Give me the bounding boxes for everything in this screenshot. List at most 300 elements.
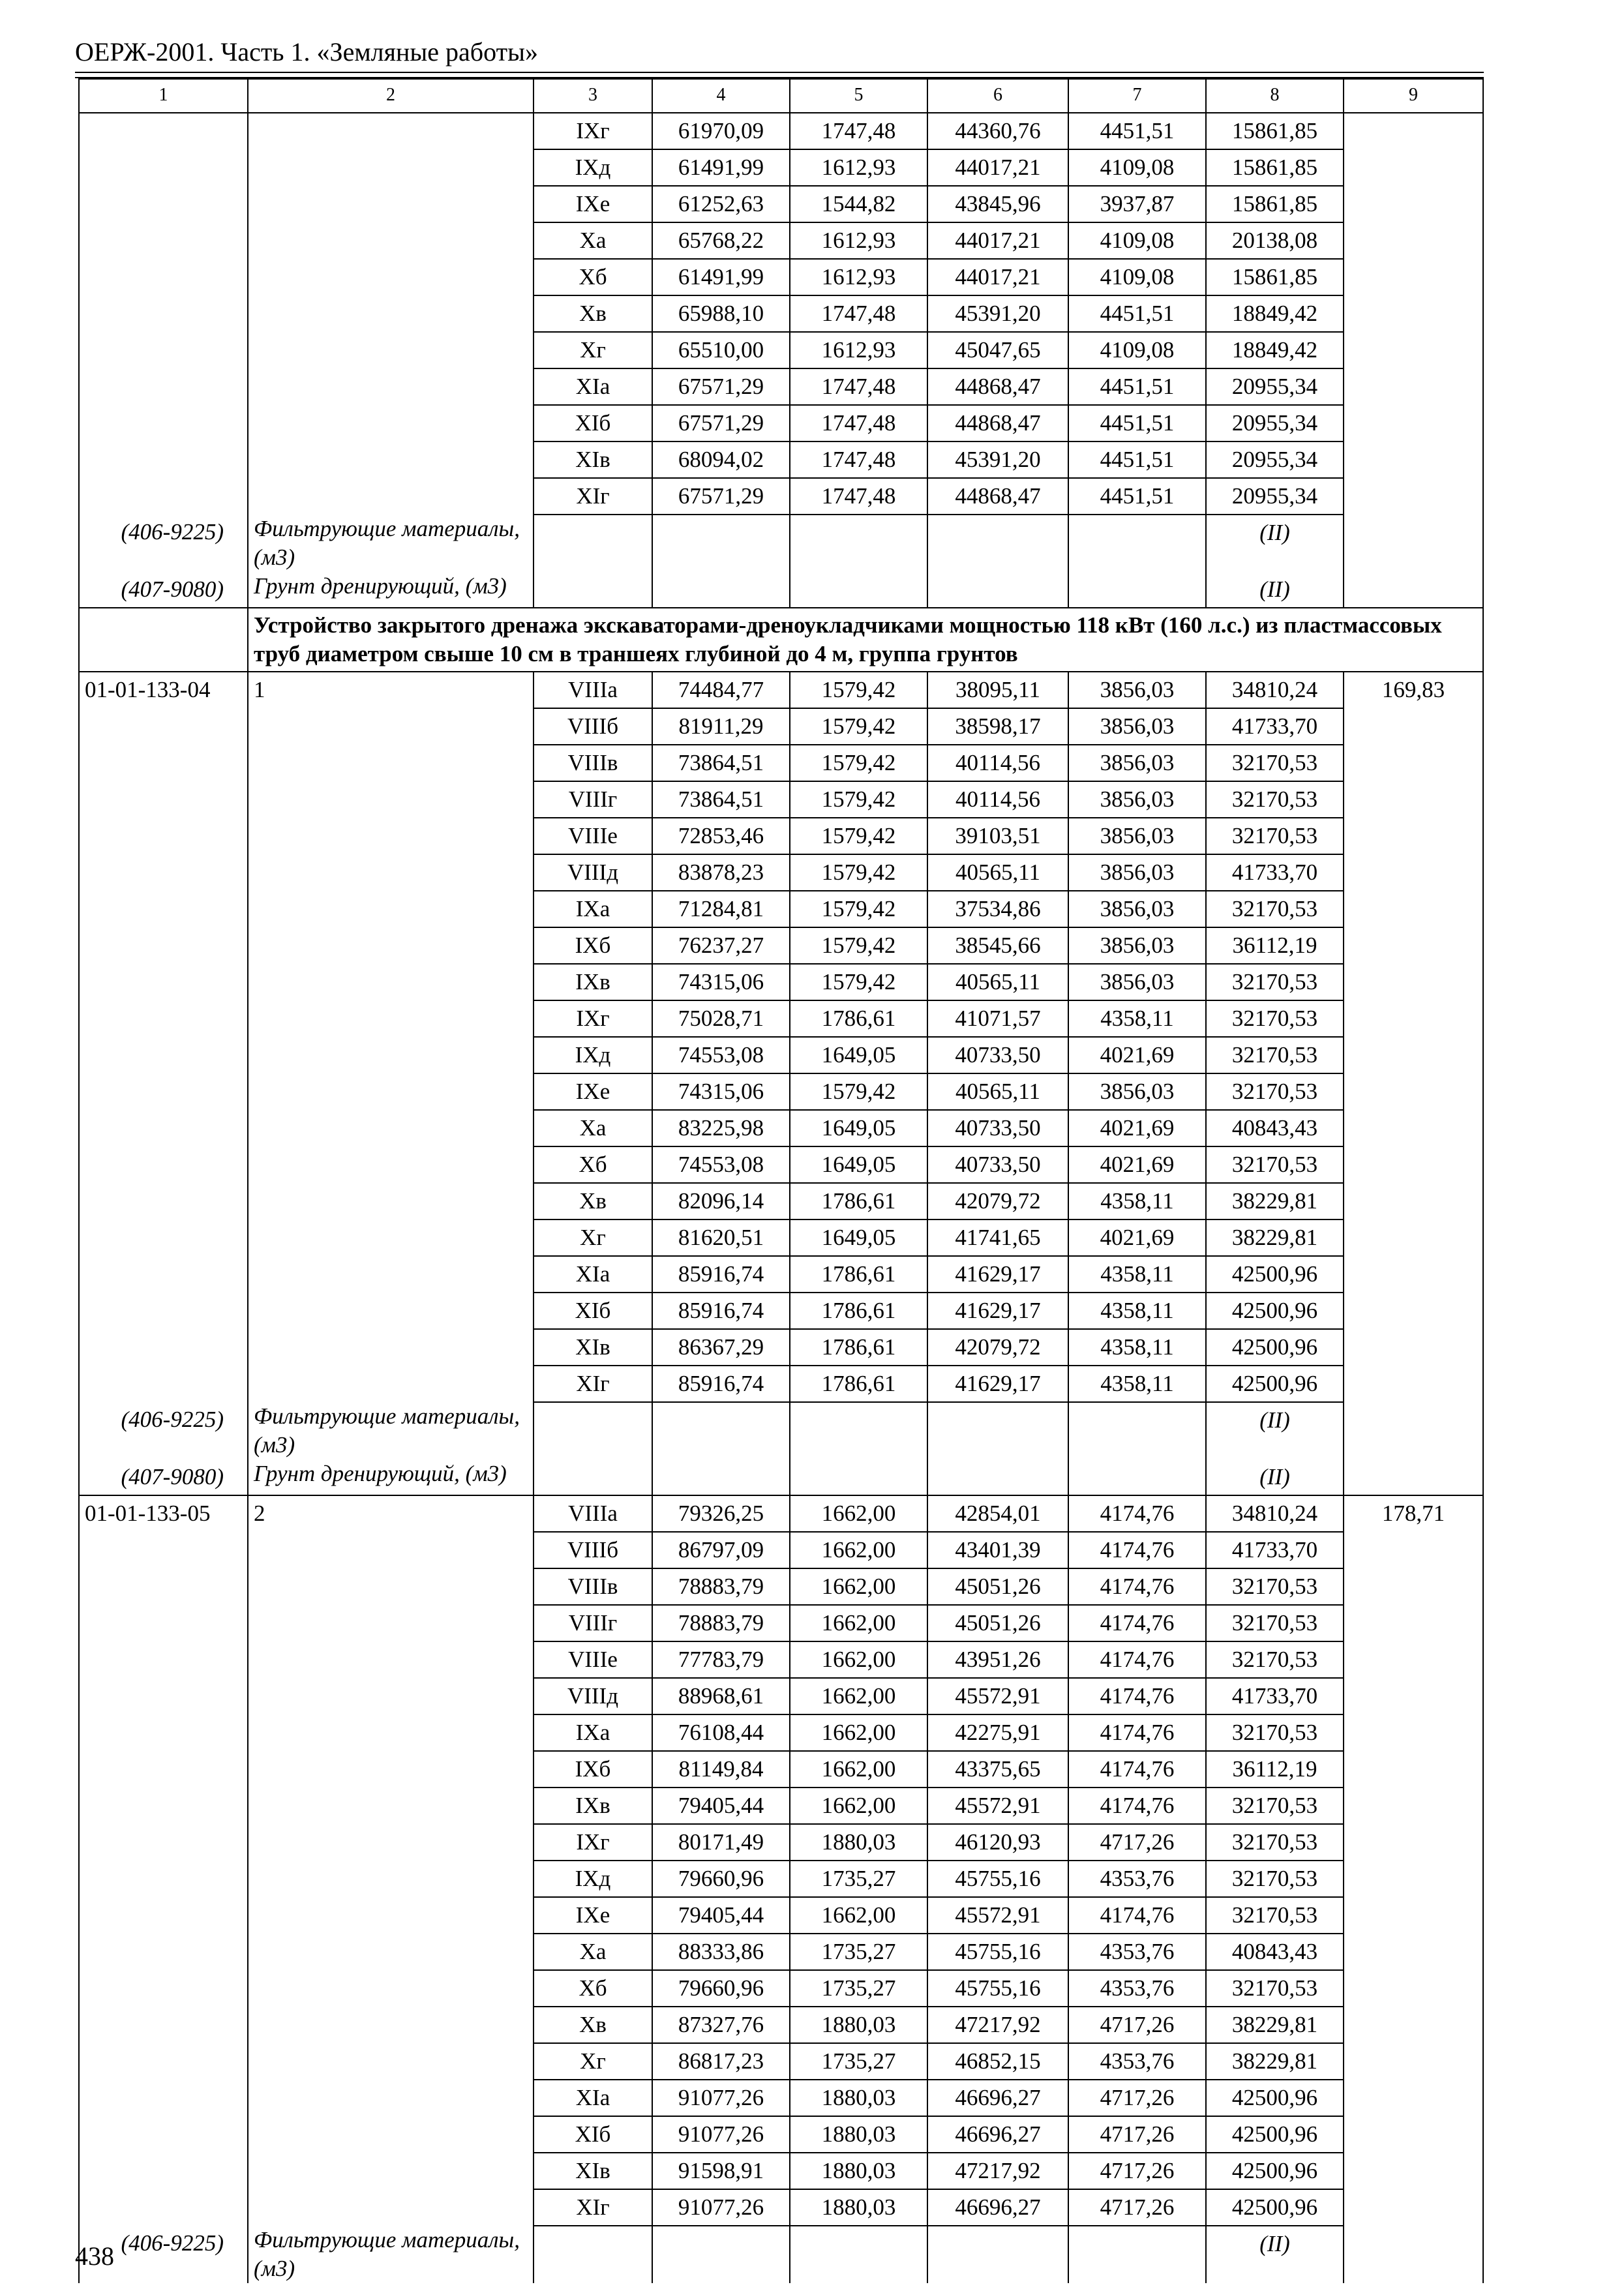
- value-cell: 4021,69: [1068, 1219, 1206, 1256]
- total-cell: [1344, 1366, 1483, 1402]
- value-cell: 1662,00: [790, 1495, 927, 1532]
- rate-row: [79, 781, 1483, 818]
- value-cell: 1735,27: [790, 1934, 927, 1970]
- value-cell: 85916,74: [652, 1293, 790, 1329]
- value-cell: 45755,16: [927, 1934, 1068, 1970]
- value-cell: 34810,24: [1206, 672, 1344, 708]
- total-cell: [1344, 332, 1483, 368]
- value-cell: 3856,03: [1068, 745, 1206, 781]
- rate-row: [79, 1714, 1483, 1751]
- total-cell: [1344, 1751, 1483, 1788]
- value-cell: 20955,34: [1206, 478, 1344, 515]
- empty-cell: [1344, 572, 1483, 608]
- column-number: 4: [652, 79, 790, 113]
- rate-row: [79, 405, 1483, 441]
- value-cell: 44017,21: [927, 222, 1068, 259]
- empty-cell: [1068, 1402, 1206, 1459]
- value-cell: 40843,43: [1206, 1934, 1344, 1970]
- rate-code-cell: [79, 441, 248, 478]
- value-cell: 32170,53: [1206, 1970, 1344, 2007]
- soil-group-cell: IXб: [534, 1751, 652, 1788]
- total-cell: [1344, 854, 1483, 891]
- total-cell: [1344, 964, 1483, 1000]
- total-cell: [1344, 1970, 1483, 2007]
- rate-row: [79, 1605, 1483, 1641]
- rate-name-cell: [248, 2080, 534, 2116]
- rate-row: [79, 1146, 1483, 1183]
- rate-row: [79, 478, 1483, 515]
- rate-code-cell: [79, 1110, 248, 1146]
- material-mark: (II): [1206, 1459, 1344, 1495]
- material-code: (406-9225): [79, 515, 248, 572]
- value-cell: 4717,26: [1068, 2116, 1206, 2153]
- value-cell: 4451,51: [1068, 113, 1206, 149]
- rate-name-cell: [248, 1366, 534, 1402]
- soil-group-cell: Xа: [534, 1110, 652, 1146]
- value-cell: 1735,27: [790, 1970, 927, 2007]
- rate-name-cell: [248, 708, 534, 745]
- rate-code-cell: [79, 745, 248, 781]
- rate-code-cell: [79, 222, 248, 259]
- value-cell: 3856,03: [1068, 672, 1206, 708]
- value-cell: 67571,29: [652, 405, 790, 441]
- value-cell: 86797,09: [652, 1532, 790, 1568]
- value-cell: 46852,15: [927, 2043, 1068, 2080]
- page-number: 438: [75, 2241, 114, 2271]
- value-cell: 91077,26: [652, 2116, 790, 2153]
- value-cell: 81911,29: [652, 708, 790, 745]
- value-cell: 44868,47: [927, 368, 1068, 405]
- value-cell: 3856,03: [1068, 781, 1206, 818]
- empty-cell: [534, 1402, 652, 1459]
- rate-name-cell: 1: [248, 672, 534, 708]
- value-cell: 4174,76: [1068, 1678, 1206, 1714]
- value-cell: 20955,34: [1206, 405, 1344, 441]
- soil-group-cell: IXг: [534, 1000, 652, 1037]
- total-cell: [1344, 405, 1483, 441]
- value-cell: 4109,08: [1068, 259, 1206, 295]
- rate-code-cell: [79, 1897, 248, 1934]
- rate-row: [79, 186, 1483, 222]
- soil-group-cell: Xб: [534, 1146, 652, 1183]
- value-cell: 32170,53: [1206, 1824, 1344, 1861]
- material-mark: (II): [1206, 1402, 1344, 1459]
- soil-group-cell: VIIIг: [534, 1605, 652, 1641]
- value-cell: 1880,03: [790, 1824, 927, 1861]
- rate-name-cell: [248, 1037, 534, 1073]
- material-code: (406-9225): [79, 2226, 248, 2283]
- rate-row: [79, 295, 1483, 332]
- rate-row: [79, 1183, 1483, 1219]
- rate-row: [79, 2189, 1483, 2226]
- rate-row: [79, 2080, 1483, 2116]
- total-cell: 169,83: [1344, 672, 1483, 708]
- material-mark: (II): [1206, 572, 1344, 608]
- empty-cell: [790, 572, 927, 608]
- total-cell: [1344, 2007, 1483, 2043]
- soil-group-cell: XIг: [534, 1366, 652, 1402]
- value-cell: 86367,29: [652, 1329, 790, 1366]
- rate-row: [79, 149, 1483, 186]
- value-cell: 1544,82: [790, 186, 927, 222]
- value-cell: 38229,81: [1206, 1183, 1344, 1219]
- rate-row: [79, 441, 1483, 478]
- rate-code-cell: [79, 818, 248, 854]
- value-cell: 40733,50: [927, 1037, 1068, 1073]
- rate-row: [79, 332, 1483, 368]
- value-cell: 1747,48: [790, 405, 927, 441]
- rate-name-cell: [248, 1073, 534, 1110]
- rate-row: [79, 1219, 1483, 1256]
- total-cell: [1344, 1897, 1483, 1934]
- value-cell: 42275,91: [927, 1714, 1068, 1751]
- value-cell: 36112,19: [1206, 927, 1344, 964]
- value-cell: 41733,70: [1206, 854, 1344, 891]
- rate-row: [79, 1824, 1483, 1861]
- value-cell: 40114,56: [927, 781, 1068, 818]
- value-cell: 43951,26: [927, 1641, 1068, 1678]
- rate-name-cell: [248, 1897, 534, 1934]
- rate-row: [79, 222, 1483, 259]
- material-code: (406-9225): [79, 1402, 248, 1459]
- soil-group-cell: XIг: [534, 2189, 652, 2226]
- empty-cell: [534, 2226, 652, 2283]
- rate-name-cell: [248, 1641, 534, 1678]
- value-cell: 18849,42: [1206, 332, 1344, 368]
- value-cell: 40733,50: [927, 1146, 1068, 1183]
- value-cell: 61491,99: [652, 259, 790, 295]
- value-cell: 32170,53: [1206, 745, 1344, 781]
- value-cell: 4174,76: [1068, 1897, 1206, 1934]
- rate-name-cell: [248, 1256, 534, 1293]
- rate-name-cell: [248, 478, 534, 515]
- total-cell: [1344, 1219, 1483, 1256]
- value-cell: 91077,26: [652, 2080, 790, 2116]
- material-ref-row: [79, 1402, 1483, 1459]
- value-cell: 42079,72: [927, 1183, 1068, 1219]
- material-ref-row: [79, 572, 1483, 608]
- value-cell: 1649,05: [790, 1110, 927, 1146]
- value-cell: 39103,51: [927, 818, 1068, 854]
- rate-code-cell: [79, 1934, 248, 1970]
- value-cell: 4021,69: [1068, 1146, 1206, 1183]
- value-cell: 91598,91: [652, 2153, 790, 2189]
- value-cell: 1579,42: [790, 745, 927, 781]
- empty-cell: [1068, 515, 1206, 572]
- column-number: 6: [927, 79, 1068, 113]
- soil-group-cell: VIIIв: [534, 745, 652, 781]
- heading-left-cell: [79, 608, 248, 672]
- total-cell: [1344, 222, 1483, 259]
- value-cell: 61252,63: [652, 186, 790, 222]
- rate-code-cell: [79, 368, 248, 405]
- total-cell: [1344, 927, 1483, 964]
- value-cell: 74553,08: [652, 1146, 790, 1183]
- rate-code-cell: 01-01-133-04: [79, 672, 248, 708]
- rate-code-cell: [79, 478, 248, 515]
- value-cell: 1735,27: [790, 2043, 927, 2080]
- rate-code-cell: [79, 1532, 248, 1568]
- value-cell: 42500,96: [1206, 2153, 1344, 2189]
- value-cell: 45051,26: [927, 1568, 1068, 1605]
- value-cell: 4717,26: [1068, 2080, 1206, 2116]
- section-heading-row: [79, 608, 1483, 672]
- value-cell: 1579,42: [790, 672, 927, 708]
- rate-row: [79, 1751, 1483, 1788]
- soil-group-cell: XIв: [534, 1329, 652, 1366]
- soil-group-cell: VIIIе: [534, 1641, 652, 1678]
- value-cell: 4451,51: [1068, 368, 1206, 405]
- rate-row: [79, 818, 1483, 854]
- value-cell: 32170,53: [1206, 964, 1344, 1000]
- rate-row: [79, 1532, 1483, 1568]
- value-cell: 45755,16: [927, 1970, 1068, 2007]
- value-cell: 42500,96: [1206, 1293, 1344, 1329]
- value-cell: 78883,79: [652, 1568, 790, 1605]
- rate-row: [79, 927, 1483, 964]
- value-cell: 65510,00: [652, 332, 790, 368]
- rate-name-cell: [248, 1605, 534, 1641]
- rate-code-cell: [79, 2189, 248, 2226]
- value-cell: 41733,70: [1206, 1532, 1344, 1568]
- total-cell: [1344, 1073, 1483, 1110]
- rate-row: [79, 1366, 1483, 1402]
- rate-name-cell: [248, 891, 534, 927]
- rate-name-cell: [248, 964, 534, 1000]
- soil-group-cell: XIб: [534, 405, 652, 441]
- column-number: 1: [79, 79, 248, 113]
- value-cell: 42079,72: [927, 1329, 1068, 1366]
- value-cell: 3856,03: [1068, 818, 1206, 854]
- rate-row: [79, 1861, 1483, 1897]
- rate-code-cell: [79, 186, 248, 222]
- total-cell: [1344, 1824, 1483, 1861]
- rate-name-cell: [248, 1678, 534, 1714]
- soil-group-cell: XIг: [534, 478, 652, 515]
- value-cell: 1747,48: [790, 295, 927, 332]
- value-cell: 32170,53: [1206, 1641, 1344, 1678]
- total-cell: [1344, 1000, 1483, 1037]
- empty-cell: [927, 2226, 1068, 2283]
- total-cell: [1344, 708, 1483, 745]
- value-cell: 4109,08: [1068, 222, 1206, 259]
- soil-group-cell: XIб: [534, 2116, 652, 2153]
- rate-row: [79, 745, 1483, 781]
- total-cell: [1344, 368, 1483, 405]
- value-cell: 74553,08: [652, 1037, 790, 1073]
- value-cell: 45572,91: [927, 1788, 1068, 1824]
- total-cell: [1344, 1605, 1483, 1641]
- value-cell: 32170,53: [1206, 1037, 1344, 1073]
- value-cell: 32170,53: [1206, 1861, 1344, 1897]
- value-cell: 40565,11: [927, 1073, 1068, 1110]
- total-cell: [1344, 1678, 1483, 1714]
- total-cell: [1344, 1934, 1483, 1970]
- value-cell: 3856,03: [1068, 1073, 1206, 1110]
- rate-name-cell: [248, 441, 534, 478]
- value-cell: 32170,53: [1206, 1788, 1344, 1824]
- value-cell: 75028,71: [652, 1000, 790, 1037]
- soil-group-cell: Xв: [534, 2007, 652, 2043]
- value-cell: 79326,25: [652, 1495, 790, 1532]
- rate-code-cell: [79, 781, 248, 818]
- rate-row: [79, 2153, 1483, 2189]
- total-cell: [1344, 818, 1483, 854]
- value-cell: 1662,00: [790, 1568, 927, 1605]
- column-number: 3: [534, 79, 652, 113]
- value-cell: 1880,03: [790, 2080, 927, 2116]
- value-cell: 74484,77: [652, 672, 790, 708]
- value-cell: 4174,76: [1068, 1495, 1206, 1532]
- value-cell: 4358,11: [1068, 1329, 1206, 1366]
- value-cell: 88968,61: [652, 1678, 790, 1714]
- value-cell: 72853,46: [652, 818, 790, 854]
- total-cell: [1344, 1532, 1483, 1568]
- value-cell: 32170,53: [1206, 1073, 1344, 1110]
- total-cell: [1344, 2043, 1483, 2080]
- rate-row: [79, 113, 1483, 149]
- rate-code-cell: [79, 1788, 248, 1824]
- value-cell: 38229,81: [1206, 2043, 1344, 2080]
- value-cell: 47217,92: [927, 2007, 1068, 2043]
- value-cell: 74315,06: [652, 964, 790, 1000]
- rate-name-cell: [248, 295, 534, 332]
- value-cell: 32170,53: [1206, 1605, 1344, 1641]
- value-cell: 1649,05: [790, 1037, 927, 1073]
- value-cell: 1579,42: [790, 891, 927, 927]
- rate-row: [79, 1110, 1483, 1146]
- value-cell: 71284,81: [652, 891, 790, 927]
- value-cell: 42500,96: [1206, 2189, 1344, 2226]
- value-cell: 46696,27: [927, 2080, 1068, 2116]
- value-cell: 82096,14: [652, 1183, 790, 1219]
- value-cell: 46696,27: [927, 2116, 1068, 2153]
- value-cell: 20955,34: [1206, 441, 1344, 478]
- value-cell: 40565,11: [927, 854, 1068, 891]
- value-cell: 61491,99: [652, 149, 790, 186]
- value-cell: 1786,61: [790, 1000, 927, 1037]
- rate-row: [79, 2116, 1483, 2153]
- rate-code-cell: [79, 1219, 248, 1256]
- rate-name-cell: [248, 405, 534, 441]
- rate-row: [79, 1970, 1483, 2007]
- rate-code-cell: [79, 964, 248, 1000]
- material-ref-row: [79, 515, 1483, 572]
- value-cell: 76237,27: [652, 927, 790, 964]
- empty-cell: [790, 2226, 927, 2283]
- rate-row: [79, 1934, 1483, 1970]
- value-cell: 81620,51: [652, 1219, 790, 1256]
- rate-code-cell: [79, 2116, 248, 2153]
- value-cell: 4358,11: [1068, 1000, 1206, 1037]
- value-cell: 47217,92: [927, 2153, 1068, 2189]
- value-cell: 4717,26: [1068, 1824, 1206, 1861]
- soil-group-cell: VIIIд: [534, 854, 652, 891]
- empty-cell: [1344, 515, 1483, 572]
- value-cell: 32170,53: [1206, 781, 1344, 818]
- value-cell: 42500,96: [1206, 2080, 1344, 2116]
- material-code: (407-9080): [79, 1459, 248, 1495]
- value-cell: 45572,91: [927, 1897, 1068, 1934]
- empty-cell: [790, 1402, 927, 1459]
- total-cell: [1344, 149, 1483, 186]
- value-cell: 1735,27: [790, 1861, 927, 1897]
- value-cell: 1662,00: [790, 1605, 927, 1641]
- soil-group-cell: VIIIб: [534, 708, 652, 745]
- value-cell: 76108,44: [652, 1714, 790, 1751]
- soil-group-cell: IXд: [534, 1861, 652, 1897]
- value-cell: 43845,96: [927, 186, 1068, 222]
- value-cell: 46120,93: [927, 1824, 1068, 1861]
- soil-group-cell: XIб: [534, 1293, 652, 1329]
- rate-code-cell: [79, 1000, 248, 1037]
- value-cell: 4174,76: [1068, 1788, 1206, 1824]
- rate-code-cell: [79, 1751, 248, 1788]
- rate-row: [79, 1037, 1483, 1073]
- value-cell: 3937,87: [1068, 186, 1206, 222]
- total-cell: 178,71: [1344, 1495, 1483, 1532]
- value-cell: 45391,20: [927, 441, 1068, 478]
- rate-code-cell: [79, 1293, 248, 1329]
- soil-group-cell: IXг: [534, 113, 652, 149]
- rate-name-cell: [248, 745, 534, 781]
- value-cell: 15861,85: [1206, 113, 1344, 149]
- total-cell: [1344, 1641, 1483, 1678]
- value-cell: 32170,53: [1206, 891, 1344, 927]
- value-cell: 40843,43: [1206, 1110, 1344, 1146]
- material-name: Грунт дренирующий, (м3): [248, 572, 534, 608]
- value-cell: 4174,76: [1068, 1568, 1206, 1605]
- soil-group-cell: XIв: [534, 441, 652, 478]
- rate-code-cell: [79, 1037, 248, 1073]
- value-cell: 37534,86: [927, 891, 1068, 927]
- value-cell: 91077,26: [652, 2189, 790, 2226]
- value-cell: 4021,69: [1068, 1110, 1206, 1146]
- total-cell: [1344, 1861, 1483, 1897]
- material-name: Фильтрующие материалы, (м3): [248, 1402, 534, 1459]
- empty-cell: [652, 1459, 790, 1495]
- value-cell: 4358,11: [1068, 1293, 1206, 1329]
- soil-group-cell: IXг: [534, 1824, 652, 1861]
- value-cell: 38229,81: [1206, 2007, 1344, 2043]
- value-cell: 81149,84: [652, 1751, 790, 1788]
- value-cell: 73864,51: [652, 781, 790, 818]
- value-cell: 4358,11: [1068, 1256, 1206, 1293]
- empty-cell: [534, 572, 652, 608]
- rate-row: [79, 1568, 1483, 1605]
- total-cell: [1344, 1714, 1483, 1751]
- value-cell: 4353,76: [1068, 1861, 1206, 1897]
- value-cell: 32170,53: [1206, 1000, 1344, 1037]
- value-cell: 83225,98: [652, 1110, 790, 1146]
- soil-group-cell: VIIIд: [534, 1678, 652, 1714]
- value-cell: 42500,96: [1206, 1329, 1344, 1366]
- soil-group-cell: XIв: [534, 2153, 652, 2189]
- value-cell: 1662,00: [790, 1678, 927, 1714]
- rate-code-cell: [79, 295, 248, 332]
- value-cell: 4353,76: [1068, 1934, 1206, 1970]
- empty-cell: [927, 1402, 1068, 1459]
- value-cell: 67571,29: [652, 478, 790, 515]
- rate-name-cell: [248, 2007, 534, 2043]
- rate-code-cell: [79, 259, 248, 295]
- rate-code-cell: [79, 891, 248, 927]
- total-cell: [1344, 2189, 1483, 2226]
- value-cell: 1579,42: [790, 927, 927, 964]
- value-cell: 45572,91: [927, 1678, 1068, 1714]
- value-cell: 1880,03: [790, 2153, 927, 2189]
- value-cell: 42854,01: [927, 1495, 1068, 1532]
